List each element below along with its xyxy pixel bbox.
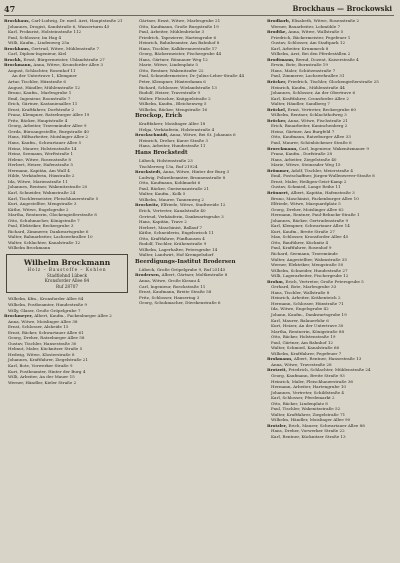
entry-text: Johannes, Bäcker, Gertrudenstraße 9 — [271, 217, 349, 223]
entry-text: Carl, Ingenieur, Roeckstraße 11 — [139, 283, 206, 289]
entry-text: Kurt, Kaufm., Breite Straße 27 — [271, 228, 335, 234]
entry-text: Gustav, Schlosser, Am Stadtpark 12 — [271, 40, 346, 46]
entry-text: Willy, Glaser, Große Gröpelgrube 7 — [8, 307, 81, 313]
entry-text: Hermann, Kapitän, Am Wall 4 — [8, 167, 70, 173]
entry-text: Paul, Schneidermeister, Dr.-Julius-Leber-Straße 44 — [139, 73, 245, 79]
entry-text: Hans, Arbeiter, Ziegelstraße 40 — [271, 156, 337, 162]
entry-text: Ernst, Schlosser, Alsheide 15 — [8, 324, 69, 330]
entry-surname: Broeckmann, — [267, 145, 298, 151]
page-header — [0, 2, 400, 16]
entry-text: Karl, Kraftfahrer, Cronsforder Allee 2 — [271, 95, 349, 101]
entry-surname: Brodtke, — [267, 29, 287, 35]
entry-text: An der Untertrave 1, Klempner — [12, 73, 77, 79]
entry-text: Adolf, Tischler, Meierstraße 4 — [291, 167, 353, 173]
entry-text: Paul, Gärtner, Am Bahnhof 12 — [271, 339, 334, 345]
entry-surname: Brockmeyer, — [4, 313, 33, 319]
entry-surname: Bröcker, — [267, 79, 287, 85]
entry-text: Anna, Witwe, Travestraße 28 — [271, 361, 332, 367]
entry-text: Otto, Kraftfahrer, Fünfhausen 4 — [139, 235, 205, 241]
entry-text: Otto, Kaufmann, Kohlmarkt 6 — [139, 180, 201, 186]
entry-text: Georg, Dreher, Ratzeburger Allee 58 — [8, 335, 85, 341]
entry-heading: Brockop, Erich — [135, 113, 183, 120]
entry-text: Herbert, Maschinist, Ballauf 7 — [139, 224, 203, 230]
entry-text: Friedrich, Tapezierer, Hartengrube 6 — [139, 34, 217, 40]
entry-text: Walter, Schmied, Kanalstraße 66 — [271, 345, 340, 351]
entry-text: Albert, Gärtner, Moltkestraße 8 — [161, 272, 228, 278]
entry-text: Elfriede, Witwe, Marquardplatz 5 — [271, 201, 341, 207]
entry-text: Carl-Ludwig, Dr. med. Arzt, Hauptstraße 21 — [31, 18, 123, 23]
entry-text: Werner, Elektriker, Mengstraße 50 — [271, 262, 344, 268]
entry-text: Elisabeth, Witwe, Rosenstraße 2 — [291, 18, 360, 23]
entry-text: Gerda, Büroangestellte, Burgstraße 40 — [8, 128, 89, 134]
entry-text: Werner, Bauarbeiter, Lohmühle 7 — [271, 23, 341, 29]
ad-line: Kronsforder Allee 84 — [44, 278, 90, 284]
entry-heading: Hans Brockstedt — [135, 150, 188, 157]
entry-text: Wilhelm, Kfm., Kronsforder Allee 84 — [8, 296, 84, 302]
entry-text: Hedwig, Witwe, Klosterstraße 8 — [8, 351, 75, 357]
entry-text: Heinrich, Bahnbeamter, Am Bahnhof 8 — [139, 40, 220, 46]
ad-subtitle: Holz – Baustoffe – Kohlen — [27, 266, 107, 272]
entry-surname: Brodkorb, — [267, 18, 291, 23]
entry-text: Walter, Kraftfahrer, Ziegelstraße 71 — [271, 411, 346, 417]
page-number: 47 — [4, 4, 16, 14]
entry-text: Erich, Gärtner, Kastanienallee 11 — [8, 101, 78, 107]
entry-text: Erich, Vertreter, Große Petersgrube 5 — [285, 278, 364, 284]
entry-text: Wilhelm, Bäcker, Mengstraße 16 — [139, 106, 208, 112]
entry-text: Rudolf, Tischler, Krähenstraße 9 — [139, 241, 207, 247]
entry-text: Anna, Witwe, Hinter der Burg 3 — [162, 169, 230, 175]
entry-text: Marie, Witwe, Steinrader Weg 15 — [271, 162, 341, 168]
entry-text: Gustav, Tischler, Hansestraße 30 — [8, 340, 77, 346]
entry-text: Hilde, Verkäuferin, Hüxstraße 2 — [8, 173, 75, 179]
entry-text: Ernst, Vertreter, Beckergrube 60 — [287, 106, 357, 112]
entry-text: Otto, Kaufmann, Große Burgstraße 19 — [139, 23, 219, 29]
entry-text: Anna, Witwe, Bei St. Johannis 6 — [169, 132, 236, 138]
entry-text: Ernst, Maler, Heiligen-Geist-Kamp 2 — [271, 178, 347, 184]
entry-text: Hans, Kaufm., Schwartauer Allee 5 — [8, 140, 82, 146]
entry-text: Johannes, Drogist, Sandstraße 6, Wasserturm 45 — [8, 23, 110, 29]
entry-text: Helmut, Maler, Kücknitzer Straße 5 — [8, 346, 83, 352]
entry-text: Paul, Schlosser, Im Hag 4 — [8, 34, 62, 40]
entry-text: Hans, Arbeiter, Hundestraße 11 — [139, 143, 206, 149]
entry-text: Wilhelm, Schneider, Hundestraße 27 — [271, 267, 348, 273]
entry-text: Bruno, Maschinist, Fackenburger Allee 10 — [271, 195, 359, 201]
entry-surname: Brohm, — [267, 278, 285, 284]
entry-text: Walter, Händler, Sandberg 7 — [271, 101, 330, 107]
entry-text: Bruno, Kaufm., Marlesgrube 1 — [8, 90, 72, 96]
entry-text: Karl, Bote, Vorwerker Straße 9 — [8, 363, 73, 369]
entry-text: Johann, Kaufm., Dankwartsgrube 19 — [271, 311, 347, 317]
entry-text: Anna, Witwe, Große Kiesau 4 — [139, 277, 200, 283]
entry-text: Paul, Kraftfahrer, Rosenhof 9 — [271, 245, 332, 251]
entry-text: Karl, Arbeiter, Krummeck 8 — [271, 45, 329, 51]
entry-text: Anna, Witwe, Moislinger Allee 38 — [8, 318, 78, 324]
entry-text: Franz, Klempner, Ratzeburger Allee 19 — [8, 112, 90, 118]
entry-text: Otto, Bäcker, Holstenstraße 19 — [271, 334, 336, 340]
entry-text: Fritz, Schlosser, Hansering 3 — [139, 294, 200, 300]
entry-text: Georg, Arbeiter, Travemünder Allee 9 — [8, 123, 87, 129]
entry-text: Paul, Bäcker, Gneisenaustraße 21 — [139, 185, 210, 191]
entry-text: Walter, Kaufm., Kolk 5 — [139, 191, 186, 197]
entry-text: Kurt, Heizer, An der Untertrave 30 — [271, 323, 344, 329]
entry-text: Erich, Vertreter, Kanalstraße 40 — [139, 207, 206, 213]
entry-text: Ernst, Kaufmann, Breite Straße 58 — [139, 289, 212, 295]
entry-text: Otto, Rentner, Wakenitzufer 22 — [139, 67, 204, 73]
entry-surname: Brockstedt, — [135, 169, 162, 175]
entry-text: Marie, Witwe, Lindenplatz 5 — [139, 62, 198, 68]
directory-entry — [135, 300, 261, 306]
entry-text: Friedrich, Tischler, Glockengießerstraße 25 — [287, 79, 379, 85]
entry-text: Kurt, Angestellter, Mengstraße 3 — [8, 201, 77, 207]
entry-text: Hans, Gärtner, Rönnauer Weg 12 — [139, 56, 208, 62]
entry-text: Walter, Bahnarbeiter, Lachswehrallee 10 — [8, 234, 93, 240]
entry-text: Anna, Witwe, Wallstraße 5 — [288, 29, 344, 35]
entry-text: Anna, Witwe, Fischstraße 21 — [287, 117, 348, 123]
entry-text: August, Schlachter, Rosenhof 11 — [8, 67, 76, 73]
entry-text: Paul, Arbeiter, Mühlenbrücke 3 — [139, 29, 205, 35]
entry-text: Georg, Dreher, Moislinger Allee 62 — [271, 206, 344, 212]
entry-text: Willi, Kaufm., Lindenweg 25a — [8, 40, 70, 46]
entry-text: Richard, Zimmerer, Dankwartsgrube 6 — [8, 228, 89, 234]
entry-text: Max, Schlosser, Kronsforder Allee 45 — [271, 234, 349, 240]
entry-text: Ludwig, Polizeibeamter, Brunnenstraße 8 — [139, 174, 226, 180]
column-2 — [135, 18, 261, 558]
entry-text: Georg, Bäckermeister, Fischergrube 44 — [139, 51, 222, 57]
entry-text: Herbert, Heizer, Hafenstraße 5 — [8, 162, 73, 168]
entry-surname: Brönnert, — [267, 189, 290, 195]
entry-text: Karl, Schneider, Wahmstraße 24 — [8, 189, 76, 195]
entry-text: Lübeck, Holstenstraße 23 — [139, 158, 193, 164]
entry-text: Hans, Hilfsarbeiter, Moislinger Allee 2 — [8, 134, 89, 140]
entry-text: Karl, Tischlermeister, Fleischhauerstraße 5 — [8, 195, 99, 201]
column-1 — [4, 18, 130, 558]
advertisement-box — [6, 254, 128, 294]
entry-text: Heinz, Seemann, Werftstraße 1 — [8, 151, 74, 157]
entry-text: Otto, Bäcker, Lindenplatz 8 — [271, 400, 328, 406]
entry-text: Artur, Tischler, Hüxstraße 6 — [8, 79, 66, 85]
entry-text: Käthe, Schneiderin, Engelswisch 11 — [139, 230, 214, 236]
entry-text: Albert, Kaufm., Fackenburger Allee 2 — [34, 313, 112, 319]
entry-heading: Beerdigungs-Institut Brodersen — [135, 258, 236, 265]
entry-text: Otto, Kaufmann, Ratzeburger Allee 33 — [271, 134, 351, 140]
directory-entry — [135, 107, 261, 113]
entry-surname: Brockwitz, — [135, 202, 160, 208]
entry-text: Ernst, Bäcker, Schwartauer Allee 61 — [8, 329, 84, 335]
entry-text: Helga, Verkäuferin, Holstenstraße 4 — [139, 126, 215, 132]
entry-text: Johannes, Vertreter, Schildstraße 4 — [271, 389, 344, 395]
entry-text: Martha, Rentnerin, Königstraße 88 — [271, 328, 345, 334]
entry-text: Karl, Rentner, Kücknitzer Straße 13 — [271, 434, 346, 440]
entry-text: Kurt, Postbeamter, Hinter der Burg 4 — [8, 368, 86, 374]
entry-text: Paul, Maurer, Schönböckener Straße 6 — [271, 140, 352, 146]
entry-text: Hans, Tischler, Kalkbrennerstraße 17 — [139, 45, 218, 51]
entry-text: Willi, Lagerarbeiter, Fischergrube 12 — [271, 273, 349, 279]
entry-surname: Brotzeit, — [267, 367, 288, 373]
entry-text: Heinrich, Dreher, Kurze Straße 3 — [139, 137, 208, 143]
column-3 — [267, 18, 393, 558]
entry-text: Heinrich, Arbeiter, Krähenteich 2 — [271, 295, 341, 301]
entry-surname: Brockhaus, — [4, 45, 31, 51]
entry-text: Emil, Ingenieur, Roonstraße 7 — [8, 95, 71, 101]
entry-surname: Brodtmann, — [267, 56, 295, 62]
entry-text: Richard, Schlosser, Wielandstraße 13 — [139, 84, 217, 90]
entry-text: Willi, Arbeiter, An der Mauer 15 — [8, 374, 75, 380]
entry-text: Gärtner, Ernst, Witwe, Marlesgrube 21 — [139, 18, 221, 23]
entry-surname: Bröcker, — [267, 117, 287, 123]
entry-surname: Brockh, — [4, 56, 23, 62]
entry-text: Georg, Kaufmann, Breite Straße 93 — [271, 373, 345, 378]
entry-text: Carl, Diplom-Ingenieur, Kiel — [8, 51, 67, 57]
directory-entry — [4, 380, 130, 386]
header-rule — [4, 15, 394, 16]
entry-text: Friedrich, Bäckermeister, Fegefeuer 1 — [271, 34, 351, 40]
entry-text: Wilhelm, Lagerhalter, Petersgrube 14 — [139, 246, 218, 252]
entry-surname: Brodersen, — [135, 272, 161, 278]
entry-text: Richard, Seemann, Travemünde — [271, 250, 338, 256]
entry-text: Elfriede, Witwe, Stadtweide 12 — [160, 202, 226, 208]
entry-text: Ida, Witwe, Engelsgrube 42 — [271, 306, 329, 312]
entry-text: Wilhelm, Händler, Moislinger Allee 90 — [271, 417, 351, 423]
entry-surname: Bröckel, — [267, 106, 287, 112]
entry-text: Helene, Witwe, Rosenstraße 8 — [8, 156, 71, 162]
entry-text: Wilhelm Brockmann — [8, 245, 51, 251]
entry-text: Erich, Maurer, Schwartauer Allee 88 — [288, 422, 365, 428]
entry-text: Heinrich, Kaufm., Mühlenstraße 44 — [271, 84, 345, 90]
entry-text: Martha, Rentnerin, Glockengießerstraße 8 — [8, 212, 97, 218]
entry-text: Heinz, Maurer, Holstenstraße 14 — [8, 145, 77, 151]
entry-text: Paul, Zimmerer, Lachswehrallee 31 — [271, 73, 345, 79]
entry-text: Johannes, Schlosser, An der Obertrave 6 — [271, 90, 356, 96]
entry-text: Gerhard, Bote, Marlesgrube 33 — [271, 284, 337, 290]
entry-text: Hermann, Schlosser, Hüxstraße 71 — [271, 300, 344, 306]
entry-text: Wilhelm, Kaufm., Bleichenweg 5 — [139, 101, 207, 107]
entry-text: Otto, Schuhmacher, Königstraße 7 — [8, 217, 80, 223]
entry-text: Wilhelm, Rentner, Schlachthofweg 3 — [271, 112, 347, 118]
entry-text: Paul, Elektriker, Beckergrube 3 — [8, 223, 74, 229]
entry-text: Carl, Ingenieur, Wakenitzmauer 9 — [298, 145, 370, 151]
entry-text: Albert, Rentner, Hansestraße 13 — [293, 356, 362, 362]
entry-text: Ernst, Kraftfahrer, Dorfstraße 2 — [8, 106, 75, 112]
entry-text: Bernd, Dozent, Kaiserstraße 4 — [295, 56, 359, 62]
entry-text: Hans, Maler, Schützenstraße 7 — [271, 67, 336, 73]
ad-line: Ruf 28707 — [55, 283, 79, 289]
entry-text: Heinz, Gärtner, Am Burgfeld 7 — [271, 128, 335, 134]
entry-text: Anna, Witwe, Kronsforder Allee 3 — [33, 62, 104, 68]
entry-text: Wilhelm, Maurer, Tannenweg 2 — [139, 196, 205, 202]
entry-text: Wilhelm, Arzt, Bei den Pferdeställen 2 — [271, 51, 351, 57]
entry-text: Rudolf, Heizer, Travestraße 9 — [139, 90, 201, 96]
running-head: Brockhaus — Brockowski — [292, 4, 392, 13]
directory-entry — [135, 143, 261, 149]
entry-text: Käthe, Witwe, Engelsgrube 2 — [8, 206, 69, 212]
entry-text: Lübeck, Große Gröpelgrube 9, Ruf 25145 — [139, 266, 226, 272]
entry-text: Paul, Tischler, Wakenitzstraße 52 — [271, 406, 341, 412]
entry-text: Hans, Tischler, Wallstraße 8 — [271, 289, 330, 295]
entry-text: Gertrud, Witwe, Mühlenstraße 7 — [31, 45, 100, 51]
entry-surname: Brockhaus, — [4, 18, 31, 23]
entry-text: Hermann, Rentner, Paul-Behncke-Straße 1 — [271, 212, 360, 218]
entry-text: Albert, Kapitän, Hafenstraße 3 — [290, 189, 355, 195]
entry-text: Emil, Postschaffner, Jürgen-Wullenwever-Straße 8 — [271, 173, 375, 179]
entry-text: Otto, Bauführer, Kücknitz 4 — [271, 239, 329, 245]
entry-text: Werner, Händler, Kieler Straße 2 — [8, 379, 77, 385]
entry-text: Gertrud, Verkäuferin, Dankwartsgrube 3 — [139, 213, 224, 219]
entry-surname: Brockmann, — [4, 62, 33, 68]
entry-surname: Brotzler, — [267, 422, 288, 428]
ad-line: Stadtlohnd Lübeck — [46, 272, 88, 278]
entry-text: Georg, Schuhmacher, Düvekenstraße 6 — [139, 300, 221, 306]
entry-text: Walter, Schlachter, Kanalstraße 12 — [8, 239, 81, 245]
entry-text: Hermann, Arbeiter, Hartengrube 10 — [271, 384, 347, 390]
directory-entry — [267, 434, 393, 440]
entry-text: Walter, Angestellter, Wahmstraße 35 — [271, 256, 347, 262]
entry-text: Karl, Prokurist, Holsteinstraße 112 — [8, 29, 82, 35]
entry-text: August, Händler, Mühlenstraße 12 — [8, 84, 80, 90]
entry-text: Walter, Fleischer, Knüppelstraße 2 — [139, 95, 211, 101]
entry-text: Fritz, Bäcker, Hauptstraße 4 — [8, 117, 68, 123]
entry-text: Hans, Kapitän, Trave 2 — [139, 219, 187, 225]
entry-surname: Brömmer, — [267, 167, 290, 173]
entry-text: Johannes, Kraftfahrer, Ziegelstraße 21 — [8, 357, 89, 363]
directory-entry — [4, 245, 130, 251]
entry-text: Johannes, Rentner, Wakenitzstraße 20 — [8, 184, 88, 190]
entry-text: Heinrich, Maler, Fleischhauerstraße 36 — [271, 378, 354, 384]
directory-entry — [135, 252, 261, 258]
entry-text: Franz, Kaufm., Dorfstraße 28 — [271, 151, 333, 157]
entry-text: Tischlerweg 13a, Ruf 21924 — [139, 163, 198, 169]
entry-text: Walter, Landwirt, Hof Krempelsdorf — [139, 252, 214, 258]
entry-text: Friedrich, Schlachter, Mühlenstraße 24 — [288, 367, 371, 373]
entry-text: Peter, Klempner, Hüxterdamm 6 — [139, 79, 206, 85]
entry-text: Karl, Schlosser, Pferdemarkt 2 — [271, 395, 335, 401]
entry-text: Karl, Klempner, Schwartauer Allee 14 — [271, 223, 350, 229]
entry-surname: Brokmann, — [267, 356, 293, 362]
entry-text: Wilhelm, Kraftfahrer, Fegefeuer 7 — [271, 350, 342, 356]
entry-text: Hans, Dreher, Vorwerker Straße 22 — [271, 428, 345, 434]
entry-text: Ida, Witwe, Marienstraße 11 — [8, 178, 68, 184]
entry-text: Karl, Maurer, Balauerfohr 6 — [271, 317, 329, 323]
ad-title: Wilhelm Brockmann — [23, 257, 111, 267]
entry-surname: Brockschmidt, — [135, 132, 169, 138]
entry-text: Erich, Bauarbeiter, Kaninchenberg 2 — [271, 123, 348, 129]
entry-text: Ernst, Bürgermeister, Uhlandstraße 27 — [23, 56, 105, 62]
entry-text: Gustav, Schmied, Lange Reihe 11 — [271, 184, 341, 190]
entry-text: Wilhelm, Postbeamter, Hundestraße 9 — [8, 302, 88, 308]
entry-text: Erwin, Bote, Bornstraße 19 — [271, 62, 329, 68]
entry-text: Kraftfahrer, Moislinger Allee 18 — [139, 121, 206, 127]
